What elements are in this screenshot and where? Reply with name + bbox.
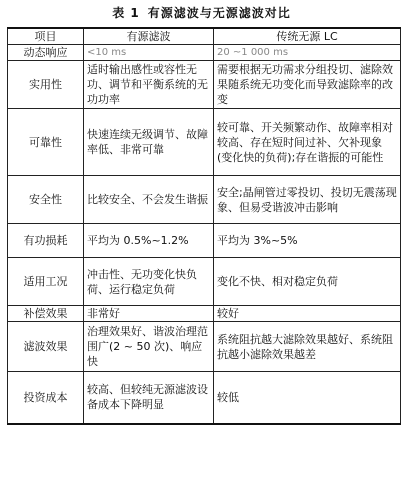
cell-passive-lc: 较好: [214, 306, 401, 322]
header-row: [8, 28, 401, 45]
table-row: [8, 322, 401, 372]
cell-passive-lc: 需要根据无功需求分组投切、滤除效果随系统无功变化而导致滤除率的改变: [214, 61, 401, 109]
cell-passive-lc: 变化不快、相对稳定负荷: [214, 258, 401, 306]
table-row: [8, 372, 401, 424]
cell-active-filter: 治理效果好、谐波治理范围广(2 ~ 50 次)、响应快: [84, 322, 214, 372]
row-item-label: 投资成本: [8, 372, 84, 424]
cell-active-filter: <10 ms: [84, 45, 214, 61]
table-caption: [0, 4, 403, 21]
table-row: [8, 61, 401, 109]
header-item: 项目: [8, 28, 84, 45]
row-item-label: 可靠性: [8, 109, 84, 176]
cell-passive-lc: 平均为 3%~5%: [214, 224, 401, 258]
table-title: 有源滤波与无源滤波对比: [147, 6, 291, 20]
row-item-label: 安全性: [8, 176, 84, 224]
cell-active-filter: 冲击性、无功变化快负荷、运行稳定负荷: [84, 258, 214, 306]
table-row: [8, 45, 401, 61]
row-item-label: 补偿效果: [8, 306, 84, 322]
cell-passive-lc: 20 ~1 000 ms: [214, 45, 401, 61]
row-item-label: 适用工况: [8, 258, 84, 306]
table-row: [8, 224, 401, 258]
cell-active-filter: 平均为 0.5%~1.2%: [84, 224, 214, 258]
table-row: [8, 306, 401, 322]
table-row: [8, 176, 401, 224]
comparison-table: [7, 27, 401, 425]
cell-active-filter: 较高、但较纯无源滤波设备成本下降明显: [84, 372, 214, 424]
cell-passive-lc: 安全;晶闸管过零投切、投切无震荡现象、但易受谐波冲击影响: [214, 176, 401, 224]
cell-active-filter: 适时输出感性或容性无功、调节和平衡系统的无功功率: [84, 61, 214, 109]
row-item-label: 有功损耗: [8, 224, 84, 258]
cell-passive-lc: 系统阻抗越大滤除效果越好、系统阻抗越小滤除效果越差: [214, 322, 401, 372]
cell-active-filter: 非常好: [84, 306, 214, 322]
header-active-filter: 有源滤波: [84, 28, 214, 45]
row-item-label: 动态响应: [8, 45, 84, 61]
cell-passive-lc: 较低: [214, 372, 401, 424]
cell-passive-lc: 较可靠、开关频繁动作、故障率相对较高、存在短时间过补、欠补现象(变化快的负荷);存在谐振的可能性: [214, 109, 401, 176]
table-number: 表 1: [112, 6, 140, 20]
cell-active-filter: 比较安全、不会发生谐振: [84, 176, 214, 224]
table-row: [8, 258, 401, 306]
cell-active-filter: 快速连续无级调节、故障率低、非常可靠: [84, 109, 214, 176]
row-item-label: 滤波效果: [8, 322, 84, 372]
row-item-label: 实用性: [8, 61, 84, 109]
table-row: [8, 109, 401, 176]
header-passive-lc: 传统无源 LC: [214, 28, 401, 45]
